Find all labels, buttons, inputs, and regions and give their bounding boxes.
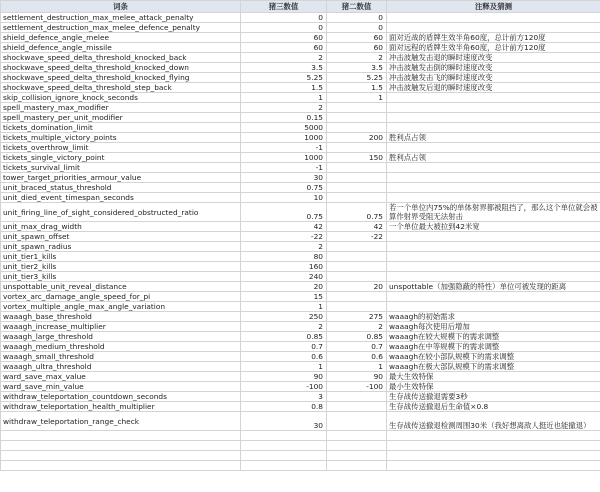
cell-key[interactable]: skip_collision_ignore_knock_seconds bbox=[1, 93, 241, 103]
empty-cell[interactable] bbox=[241, 461, 327, 471]
cell-note[interactable]: 一个单位最大被拉到42米宽 bbox=[387, 222, 600, 232]
cell-note[interactable] bbox=[387, 23, 600, 33]
cell-key[interactable]: withdraw_teleportation_health_multiplier bbox=[1, 402, 241, 412]
cell-value-3[interactable]: 0 bbox=[241, 13, 327, 23]
cell-value-3[interactable]: 2 bbox=[241, 242, 327, 252]
cell-value-3[interactable]: 15 bbox=[241, 292, 327, 302]
cell-key[interactable]: unit_tier3_kills bbox=[1, 272, 241, 282]
table-row bbox=[1, 332, 600, 342]
header-row bbox=[1, 1, 600, 13]
cell-value-2[interactable]: 0 bbox=[327, 23, 387, 33]
cell-key[interactable]: tickets_overthrow_limit bbox=[1, 143, 241, 153]
cell-key[interactable]: waaagh_small_threshold bbox=[1, 352, 241, 362]
cell-value-2[interactable] bbox=[327, 123, 387, 133]
cell-note[interactable]: 胜利点占领 bbox=[387, 153, 600, 163]
cell-value-2[interactable] bbox=[327, 272, 387, 282]
table-row bbox=[1, 203, 600, 222]
cell-value-3[interactable]: 5.25 bbox=[241, 73, 327, 83]
cell-value-2[interactable]: 90 bbox=[327, 372, 387, 382]
cell-value-2[interactable] bbox=[327, 252, 387, 262]
empty-cell[interactable] bbox=[1, 451, 241, 461]
table-row bbox=[1, 73, 600, 83]
table-row bbox=[1, 103, 600, 113]
cell-value-2[interactable]: 200 bbox=[327, 133, 387, 143]
cell-value-2[interactable] bbox=[327, 412, 387, 431]
empty-cell[interactable] bbox=[327, 461, 387, 471]
cell-value-2[interactable] bbox=[327, 292, 387, 302]
cell-key[interactable]: tower_target_priorities_armour_value bbox=[1, 173, 241, 183]
table-row bbox=[1, 272, 600, 282]
table-row bbox=[1, 362, 600, 372]
cell-key[interactable]: unit_spawn_radius bbox=[1, 242, 241, 252]
cell-note[interactable] bbox=[387, 163, 600, 173]
table-row bbox=[1, 372, 600, 382]
empty-cell[interactable] bbox=[241, 431, 327, 441]
cell-value-3[interactable]: -1 bbox=[241, 143, 327, 153]
table-row bbox=[1, 382, 600, 392]
table-row bbox=[1, 193, 600, 203]
cell-note[interactable] bbox=[387, 193, 600, 203]
cell-key[interactable]: waaagh_medium_threshold bbox=[1, 342, 241, 352]
cell-value-3[interactable]: 20 bbox=[241, 282, 327, 292]
empty-cell[interactable] bbox=[387, 441, 600, 451]
cell-value-2[interactable]: 0.6 bbox=[327, 352, 387, 362]
table-row bbox=[1, 402, 600, 412]
cell-key[interactable]: shield_defence_angle_melee bbox=[1, 33, 241, 43]
header-value-3[interactable]: 猪三数值 bbox=[241, 1, 327, 13]
cell-value-3[interactable]: 1000 bbox=[241, 133, 327, 143]
cell-value-2[interactable] bbox=[327, 113, 387, 123]
cell-value-2[interactable]: 1 bbox=[327, 93, 387, 103]
table-row bbox=[1, 53, 600, 63]
empty-row bbox=[1, 441, 600, 451]
cell-note[interactable] bbox=[387, 123, 600, 133]
cell-value-3[interactable]: 1 bbox=[241, 302, 327, 312]
table-row bbox=[1, 392, 600, 402]
empty-cell[interactable] bbox=[1, 431, 241, 441]
cell-note[interactable] bbox=[387, 13, 600, 23]
cell-note[interactable] bbox=[387, 232, 600, 242]
cell-value-3[interactable]: 0.85 bbox=[241, 332, 327, 342]
cell-value-2[interactable]: 0.7 bbox=[327, 342, 387, 352]
cell-note[interactable]: waaagh在极大部队规模下的需求调整 bbox=[387, 362, 600, 372]
table-row bbox=[1, 143, 600, 153]
cell-note[interactable] bbox=[387, 242, 600, 252]
cell-note[interactable] bbox=[387, 292, 600, 302]
cell-note[interactable] bbox=[387, 113, 600, 123]
cell-note[interactable] bbox=[387, 173, 600, 183]
cell-value-3[interactable]: 250 bbox=[241, 312, 327, 322]
cell-value-3[interactable]: 0 bbox=[241, 23, 327, 33]
cell-key[interactable]: waaagh_ultra_threshold bbox=[1, 362, 241, 372]
empty-row bbox=[1, 451, 600, 461]
table-row bbox=[1, 232, 600, 242]
table-row bbox=[1, 183, 600, 193]
cell-value-2[interactable]: 60 bbox=[327, 43, 387, 53]
cell-key[interactable]: shield_defence_angle_missile bbox=[1, 43, 241, 53]
cell-value-2[interactable]: 5.25 bbox=[327, 73, 387, 83]
cell-key[interactable]: waaagh_large_threshold bbox=[1, 332, 241, 342]
empty-row bbox=[1, 461, 600, 471]
cell-value-3[interactable]: 1000 bbox=[241, 153, 327, 163]
cell-value-3[interactable]: 10 bbox=[241, 193, 327, 203]
cell-value-2[interactable]: 0 bbox=[327, 13, 387, 23]
empty-cell[interactable] bbox=[387, 431, 600, 441]
cell-key[interactable]: unit_tier2_kills bbox=[1, 262, 241, 272]
cell-value-2[interactable]: 1.5 bbox=[327, 83, 387, 93]
table-row bbox=[1, 133, 600, 143]
table-row bbox=[1, 33, 600, 43]
cell-value-2[interactable]: -100 bbox=[327, 382, 387, 392]
cell-value-3[interactable]: 30 bbox=[241, 173, 327, 183]
empty-cell[interactable] bbox=[241, 451, 327, 461]
cell-value-3[interactable]: -100 bbox=[241, 382, 327, 392]
empty-cell[interactable] bbox=[387, 461, 600, 471]
cell-key[interactable]: unit_braced_status_threshold bbox=[1, 183, 241, 193]
cell-value-3[interactable]: 90 bbox=[241, 372, 327, 382]
cell-value-3[interactable]: 80 bbox=[241, 252, 327, 262]
cell-value-3[interactable]: 3.5 bbox=[241, 63, 327, 73]
table-row bbox=[1, 113, 600, 123]
table-row bbox=[1, 312, 600, 322]
table-row bbox=[1, 352, 600, 362]
cell-key[interactable]: vortex_arc_damage_angle_speed_for_pi bbox=[1, 292, 241, 302]
cell-value-2[interactable] bbox=[327, 163, 387, 173]
cell-note[interactable]: waaagh在较小部队规模下的需求调整 bbox=[387, 352, 600, 362]
cell-value-2[interactable]: 2 bbox=[327, 322, 387, 332]
cell-value-2[interactable] bbox=[327, 402, 387, 412]
cell-value-3[interactable]: 3 bbox=[241, 392, 327, 402]
table-row bbox=[1, 153, 600, 163]
cell-value-3[interactable]: 2 bbox=[241, 103, 327, 113]
cell-value-2[interactable]: 275 bbox=[327, 312, 387, 322]
cell-key[interactable]: unit_died_event_timespan_seconds bbox=[1, 193, 241, 203]
cell-key[interactable]: ward_save_min_value bbox=[1, 382, 241, 392]
empty-cell[interactable] bbox=[327, 451, 387, 461]
cell-value-3[interactable]: 2 bbox=[241, 322, 327, 332]
cell-note[interactable] bbox=[387, 143, 600, 153]
cell-value-3[interactable]: 160 bbox=[241, 262, 327, 272]
cell-key[interactable]: withdraw_teleportation_range_check bbox=[1, 412, 241, 431]
cell-value-2[interactable]: 3.5 bbox=[327, 63, 387, 73]
cell-note[interactable]: unspottable（加强隐蔽的特性）单位可被发现的距离 bbox=[387, 282, 600, 292]
table-row bbox=[1, 123, 600, 133]
cell-value-3[interactable]: 0.15 bbox=[241, 113, 327, 123]
cell-key[interactable]: unit_tier1_kills bbox=[1, 252, 241, 262]
cell-value-2[interactable]: 150 bbox=[327, 153, 387, 163]
cell-note[interactable]: 面对远程的盾牌生效半角60度，总计前方120度 bbox=[387, 43, 600, 53]
cell-value-3[interactable]: -1 bbox=[241, 163, 327, 173]
cell-key[interactable]: unspottable_unit_reveal_distance bbox=[1, 282, 241, 292]
cell-note[interactable]: waaagh在较大规模下的需求调整 bbox=[387, 332, 600, 342]
cell-value-2[interactable] bbox=[327, 143, 387, 153]
table-row bbox=[1, 23, 600, 33]
cell-value-3[interactable]: 2 bbox=[241, 53, 327, 63]
table-row bbox=[1, 262, 600, 272]
cell-key[interactable]: unit_max_drag_width bbox=[1, 222, 241, 232]
cell-value-3[interactable]: 1 bbox=[241, 362, 327, 372]
table-row bbox=[1, 412, 600, 431]
cell-note[interactable]: 最小生效特保 bbox=[387, 382, 600, 392]
cell-key[interactable]: ward_save_max_value bbox=[1, 372, 241, 382]
cell-value-3[interactable]: 5000 bbox=[241, 123, 327, 133]
cell-note[interactable] bbox=[387, 272, 600, 282]
cell-key[interactable]: tickets_survival_limit bbox=[1, 163, 241, 173]
cell-key[interactable]: waaagh_base_threshold bbox=[1, 312, 241, 322]
cell-key[interactable]: tickets_domination_limit bbox=[1, 123, 241, 133]
cell-note[interactable]: 若一个单位内75%的单体射界都被阻挡了，那么这个单位就会被算作射界受阻无法射击 bbox=[387, 203, 600, 222]
cell-value-3[interactable]: 240 bbox=[241, 272, 327, 282]
cell-note[interactable]: waaagh的初始需求 bbox=[387, 312, 600, 322]
cell-value-2[interactable]: 42 bbox=[327, 222, 387, 232]
cell-value-3[interactable]: 0.75 bbox=[241, 183, 327, 193]
cell-value-3[interactable]: 0.75 bbox=[241, 203, 327, 222]
table-row bbox=[1, 292, 600, 302]
cell-key[interactable]: unit_firing_line_of_sight_considered_obstructed_ratio bbox=[1, 203, 241, 222]
cell-value-3[interactable]: 1.5 bbox=[241, 83, 327, 93]
cell-value-2[interactable]: -22 bbox=[327, 232, 387, 242]
cell-key[interactable]: shockwave_speed_delta_threshold_step_back bbox=[1, 83, 241, 93]
cell-key[interactable]: vortex_multiple_angle_max_angle_variation bbox=[1, 302, 241, 312]
cell-value-2[interactable]: 20 bbox=[327, 282, 387, 292]
cell-note[interactable] bbox=[387, 262, 600, 272]
table-row bbox=[1, 173, 600, 183]
cell-key[interactable]: settlement_destruction_max_melee_attack_penalty bbox=[1, 13, 241, 23]
cell-key[interactable]: settlement_destruction_max_melee_defence_penalty bbox=[1, 23, 241, 33]
cell-note[interactable] bbox=[387, 302, 600, 312]
cell-note[interactable] bbox=[387, 103, 600, 113]
cell-value-3[interactable]: 1 bbox=[241, 93, 327, 103]
cell-key[interactable]: tickets_single_victory_point bbox=[1, 153, 241, 163]
cell-note[interactable] bbox=[387, 93, 600, 103]
cell-key[interactable]: spell_mastery_max_modifier bbox=[1, 103, 241, 113]
table-row bbox=[1, 222, 600, 232]
cell-note[interactable]: 面对近战的盾牌生效半角60度，总计前方120度 bbox=[387, 33, 600, 43]
cell-value-3[interactable]: 60 bbox=[241, 43, 327, 53]
cell-value-3[interactable]: 30 bbox=[241, 412, 327, 431]
table-row bbox=[1, 322, 600, 332]
header-value-2[interactable]: 猪二数值 bbox=[327, 1, 387, 13]
table-body bbox=[1, 13, 600, 471]
table-row bbox=[1, 302, 600, 312]
table-row bbox=[1, 43, 600, 53]
cell-note[interactable] bbox=[387, 183, 600, 193]
cell-key[interactable]: spell_mastery_per_unit_modifier bbox=[1, 113, 241, 123]
cell-key[interactable]: shockwave_speed_delta_threshold_knocked_back bbox=[1, 53, 241, 63]
table-row bbox=[1, 242, 600, 252]
cell-note[interactable]: 最大生效特保 bbox=[387, 372, 600, 382]
cell-note[interactable]: 冲击波触发击飞的瞬时速度改变 bbox=[387, 73, 600, 83]
empty-cell[interactable] bbox=[387, 451, 600, 461]
cell-value-2[interactable] bbox=[327, 302, 387, 312]
cell-note[interactable]: 生存战传送撤退检测周围30米（我好想离敌人挺近也能撤退） bbox=[387, 412, 600, 431]
table-row bbox=[1, 13, 600, 23]
header-key[interactable]: 词条 bbox=[1, 1, 241, 13]
header-notes[interactable]: 注释及猜测 bbox=[387, 1, 600, 13]
cell-value-2[interactable]: 1 bbox=[327, 362, 387, 372]
cell-value-2[interactable]: 0.85 bbox=[327, 332, 387, 342]
cell-value-2[interactable]: 0.75 bbox=[327, 203, 387, 222]
cell-note[interactable]: 冲击波触发击退的瞬时速度改变 bbox=[387, 53, 600, 63]
cell-key[interactable]: tickets_multiple_victory_points bbox=[1, 133, 241, 143]
cell-value-3[interactable]: 42 bbox=[241, 222, 327, 232]
empty-cell[interactable] bbox=[1, 461, 241, 471]
cell-value-2[interactable]: 60 bbox=[327, 33, 387, 43]
cell-value-2[interactable] bbox=[327, 193, 387, 203]
cell-value-3[interactable]: 0.6 bbox=[241, 352, 327, 362]
cell-note[interactable]: 生存战传送撤退需要3秒 bbox=[387, 392, 600, 402]
cell-key[interactable]: shockwave_speed_delta_threshold_knocked_down bbox=[1, 63, 241, 73]
cell-note[interactable]: waaagh每次使用后增加 bbox=[387, 322, 600, 332]
cell-key[interactable]: shockwave_speed_delta_threshold_knocked_flying bbox=[1, 73, 241, 83]
cell-value-2[interactable] bbox=[327, 173, 387, 183]
cell-key[interactable]: withdraw_teleportation_countdown_seconds bbox=[1, 392, 241, 402]
table-row bbox=[1, 93, 600, 103]
empty-cell[interactable] bbox=[327, 431, 387, 441]
cell-value-2[interactable] bbox=[327, 183, 387, 193]
empty-row bbox=[1, 431, 600, 441]
empty-cell[interactable] bbox=[241, 441, 327, 451]
cell-value-2[interactable]: 2 bbox=[327, 53, 387, 63]
cell-note[interactable]: waaagh在中等规模下的需求调整 bbox=[387, 342, 600, 352]
cell-note[interactable] bbox=[387, 252, 600, 262]
cell-value-2[interactable] bbox=[327, 392, 387, 402]
cell-value-3[interactable]: 60 bbox=[241, 33, 327, 43]
cell-note[interactable]: 生存战传送撤退后生命值×0.8 bbox=[387, 402, 600, 412]
cell-key[interactable]: waaagh_increase_multiplier bbox=[1, 322, 241, 332]
table-row bbox=[1, 163, 600, 173]
cell-note[interactable]: 冲击波触发击倒的瞬时速度改变 bbox=[387, 63, 600, 73]
empty-cell[interactable] bbox=[327, 441, 387, 451]
table-row bbox=[1, 63, 600, 73]
table-row bbox=[1, 83, 600, 93]
table-row bbox=[1, 252, 600, 262]
cell-note[interactable]: 冲击波触发后退的瞬时速度改变 bbox=[387, 83, 600, 93]
cell-value-3[interactable]: 0.8 bbox=[241, 402, 327, 412]
cell-value-3[interactable]: -22 bbox=[241, 232, 327, 242]
cell-value-2[interactable] bbox=[327, 103, 387, 113]
cell-value-2[interactable] bbox=[327, 262, 387, 272]
table-row bbox=[1, 282, 600, 292]
cell-value-3[interactable]: 0.7 bbox=[241, 342, 327, 352]
cell-value-2[interactable] bbox=[327, 242, 387, 252]
empty-cell[interactable] bbox=[1, 441, 241, 451]
cell-key[interactable]: unit_spawn_offset bbox=[1, 232, 241, 242]
table-row bbox=[1, 342, 600, 352]
cell-note[interactable]: 胜利点占领 bbox=[387, 133, 600, 143]
